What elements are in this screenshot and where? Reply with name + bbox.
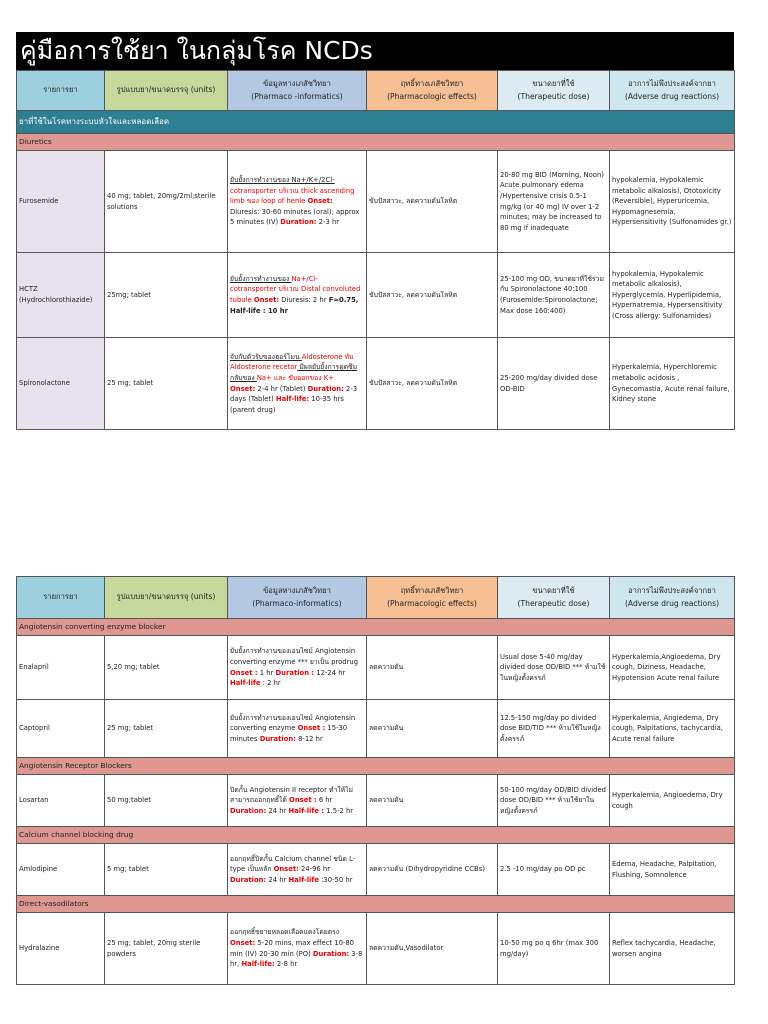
drug-name: Furosemide xyxy=(17,151,105,253)
drug-name: HCTZ (Hydrochlorothiazide) xyxy=(17,253,105,338)
table-row xyxy=(17,844,735,896)
drug-adr: Reflex tachycardia, Headache, worsen angina xyxy=(610,913,735,985)
drug-form: 5 mg; tablet xyxy=(105,844,228,896)
drug-name: Hydralazine xyxy=(17,913,105,985)
table-row xyxy=(17,253,735,338)
drug-dose: 2.5 -10 mg/day po OD pc xyxy=(498,844,610,896)
drug-pharmacology: จับกับตัวรับของฮอร์โมน Aldosterone ทับ Aldosterone recetor มีผลยับยั้งการดูดซึมกลับของ Na+ และ ขับออกของ K+ Onset: 2-4 hr (Tablet) Duration: 2-3 days (Tablet) Half-life: 10-35 hrs (parent drug) xyxy=(228,338,367,430)
drug-adr: Hyperkalemia, Hyperchloremic metabolic acidosis , Gynecomastia, Acute renal failure, Kidney stone xyxy=(610,338,735,430)
drug-effect: ขับปัสสาวะ, ลดความดันโลหิต xyxy=(367,338,498,430)
drug-pharmacology: ยับยั้งการทำงานของ Na+/K+/2Cl- cotransporter บริเวณ thick ascending limb ของ loop of henle Onset: Diuresis: 30-60 minutes (oral); approx 5 minutes (IV) Duration: 2-3 hr xyxy=(228,151,367,253)
drug-form: 40 mg; tablet, 20mg/2ml;sterile solutions xyxy=(105,151,228,253)
drug-pharmacology: ปิดกั้น Angiotensin II receptor ทำให้ไม่สามารถออกฤทธิ์ได้ Onset : 6 hr Duration: 24 hr Half-life : 1.5-2 hr xyxy=(228,775,367,827)
header-dose: ขนาดยาที่ใช้ (Therapeutic dose) xyxy=(498,71,610,111)
drug-form: 25 mg; tablet, 20mg sterile powders xyxy=(105,913,228,985)
drug-name: Losartan xyxy=(17,775,105,827)
drug-dose: 50-100 mg/day OD/BID divided dose OD/BID *** ห้ามใช้ยาในหญิงตั้งครรภ์ xyxy=(498,775,610,827)
drug-adr: hypokalemia, Hypokalemic metabolic alkalosis), Ototoxicity (Reversible), Hyperuricemia, Hypomagnesemia, Hypersensitivity (Sulfonamides gr.) xyxy=(610,151,735,253)
drug-name: Amlodipine xyxy=(17,844,105,896)
section-title: Angiotensin converting enzyme blocker xyxy=(17,619,735,636)
section-title: Angiotensin Receptor Blockers xyxy=(17,758,735,775)
drug-effect: ลดความดัน xyxy=(367,700,498,758)
drug-dose: 25-100 mg OD, ขนาดยาที่ใช้ร่วมกับ Spironolactone 40:100 (Furosemide:Spironolactone; Max dose 160:400) xyxy=(498,253,610,338)
header-adr: อาการไม่พึงประสงค์จากยา (Adverse drug reactions) xyxy=(610,577,735,619)
section-header xyxy=(17,619,735,636)
header-form: รูปแบบยา/ขนาดบรรจุ (units) xyxy=(105,71,228,111)
drug-dose: Usual dose 5-40 mg/day divided dose OD/BID *** ห้ามใช้ในหญิงตั้งครรภ์ xyxy=(498,636,610,700)
drug-form: 25 mg; tablet xyxy=(105,700,228,758)
table-row xyxy=(17,151,735,253)
header-effects: ฤทธิ์ทางเภสัชวิทยา (Pharmacologic effects) xyxy=(367,577,498,619)
header-drug: รายการยา xyxy=(17,71,105,111)
header-form: รูปแบบยา/ขนาดบรรจุ (units) xyxy=(105,577,228,619)
drug-dose: 25-200 mg/day divided dose OD-BID xyxy=(498,338,610,430)
group-header xyxy=(17,111,735,134)
drug-table-1 xyxy=(16,70,735,430)
section-title: Direct-vasodilators xyxy=(17,896,735,913)
drug-effect: ขับปัสสาวะ, ลดความดันโลหิต xyxy=(367,151,498,253)
subgroup-title: Diuretics xyxy=(17,134,735,151)
page-title: คู่มือการใช้ยา ในกลุ่มโรค NCDs xyxy=(16,32,734,70)
drug-name: Captopril xyxy=(17,700,105,758)
table-row xyxy=(17,913,735,985)
drug-effect: ขับปัสสาวะ, ลดความดันโลหิต xyxy=(367,253,498,338)
section-header xyxy=(17,758,735,775)
drug-adr: hypokalemia, Hypokalemic metabolic alkalosis), Hyperglycemia, Hyperlipidemia, Hypernatremia, Hypersensitivity (Cross allergy: Sulfonamides) xyxy=(610,253,735,338)
drug-form: 5,20 mg; tablet xyxy=(105,636,228,700)
drug-pharmacology: ออกฤทธิ์ปิดกั้น Calcium channel ชนิด L-type เป็นหลัก Onset: 24-96 hr Duration: 24 hr Half-life :30-50 hr xyxy=(228,844,367,896)
drug-name: Enalapril xyxy=(17,636,105,700)
header-drug: รายการยา xyxy=(17,577,105,619)
subgroup-header xyxy=(17,134,735,151)
header-dose: ขนาดยาที่ใช้ (Therapeutic dose) xyxy=(498,577,610,619)
drug-pharmacology: ยับยั้งการทำงานของเอนไซม์ Angiotensin converting enzyme Onset : 15-30 minutes Duration: 8-12 hr xyxy=(228,700,367,758)
section-title: Calcium channel blocking drug xyxy=(17,827,735,844)
table-row xyxy=(17,636,735,700)
drug-name: Spironolactone xyxy=(17,338,105,430)
drug-adr: Hyperkalemia,Angioedema, Dry cough, Diziness, Headache, Hypotension Acute renal failure xyxy=(610,636,735,700)
header-effects: ฤทธิ์ทางเภสัชวิทยา (Pharmacologic effects) xyxy=(367,71,498,111)
drug-dose: 20-80 mg BID (Morning, Noon) Acute pulmonary edema /Hypertensive crisis 0.5-1 mg/kg (or 40 mg) IV over 1-2 minutes; may be increased to 80 mg if inadequate xyxy=(498,151,610,253)
drug-dose: 10-50 mg po q 6hr (max 300 mg/day) xyxy=(498,913,610,985)
header-pharmacology: ข้อมูลทางเภสัชวิทยา (Pharmaco-informatics) xyxy=(228,577,367,619)
drug-effect: ลดความดัน,Vasodilator xyxy=(367,913,498,985)
drug-adr: Edema, Headache, Palpitation, Flushing, Somnolence xyxy=(610,844,735,896)
header-pharmacology: ข้อมูลทางเภสัชวิทยา (Pharmaco -informatics) xyxy=(228,71,367,111)
section-header xyxy=(17,896,735,913)
table-header-row xyxy=(17,71,735,111)
group-title: ยาที่ใช้ในโรคทางระบบหัวใจและหลอดเลือด xyxy=(17,111,735,134)
drug-form: 25 mg; tablet xyxy=(105,338,228,430)
table-row xyxy=(17,700,735,758)
section-header xyxy=(17,827,735,844)
table-row xyxy=(17,338,735,430)
drug-form: 25mg; tablet xyxy=(105,253,228,338)
drug-effect: ลดความดัน (Dihydropyridine CCBs) xyxy=(367,844,498,896)
table-row xyxy=(17,775,735,827)
drug-form: 50 mg;tablet xyxy=(105,775,228,827)
drug-pharmacology: ยับยั้งการทำงานของเอนไซม์ Angiotensin converting enzyme *** ยาเป็น prodrug Onset : 1 hr Duration : 12-24 hr Half-life : 2 hr xyxy=(228,636,367,700)
drug-pharmacology: ออกฤทธิ์ขยายหลอดเลือดแดงโดยตรง Onset: 5-20 mins, max effect 10-80 min (IV) 20-30 min (PO) Duration: 3-8 hr, Half-life: 2-8 hr xyxy=(228,913,367,985)
drug-adr: Hyperkalemia, Angiedema, Dry cough, Palpitations, tachycardia, Acute renal failure xyxy=(610,700,735,758)
drug-adr: Hyperkalemia, Angioedema, Dry cough xyxy=(610,775,735,827)
drug-table-2 xyxy=(16,576,735,985)
table-header-row xyxy=(17,577,735,619)
drug-pharmacology: ยับยั้งการทำงานของ Na+/Cl- cotransporter บริเวณ Distal convoluted tubule Onset: Diuresis: 2 hr F≈0.75, Half-life : 10 hr xyxy=(228,253,367,338)
header-adr: อาการไม่พึงประสงค์จากยา (Adverse drug reactions) xyxy=(610,71,735,111)
drug-effect: ลดความดัน xyxy=(367,636,498,700)
drug-dose: 12.5-150 mg/day po divided dose BID/TID *** ห้ามใช้ในหญิงตั้งครรภ์ xyxy=(498,700,610,758)
drug-effect: ลดความดัน xyxy=(367,775,498,827)
